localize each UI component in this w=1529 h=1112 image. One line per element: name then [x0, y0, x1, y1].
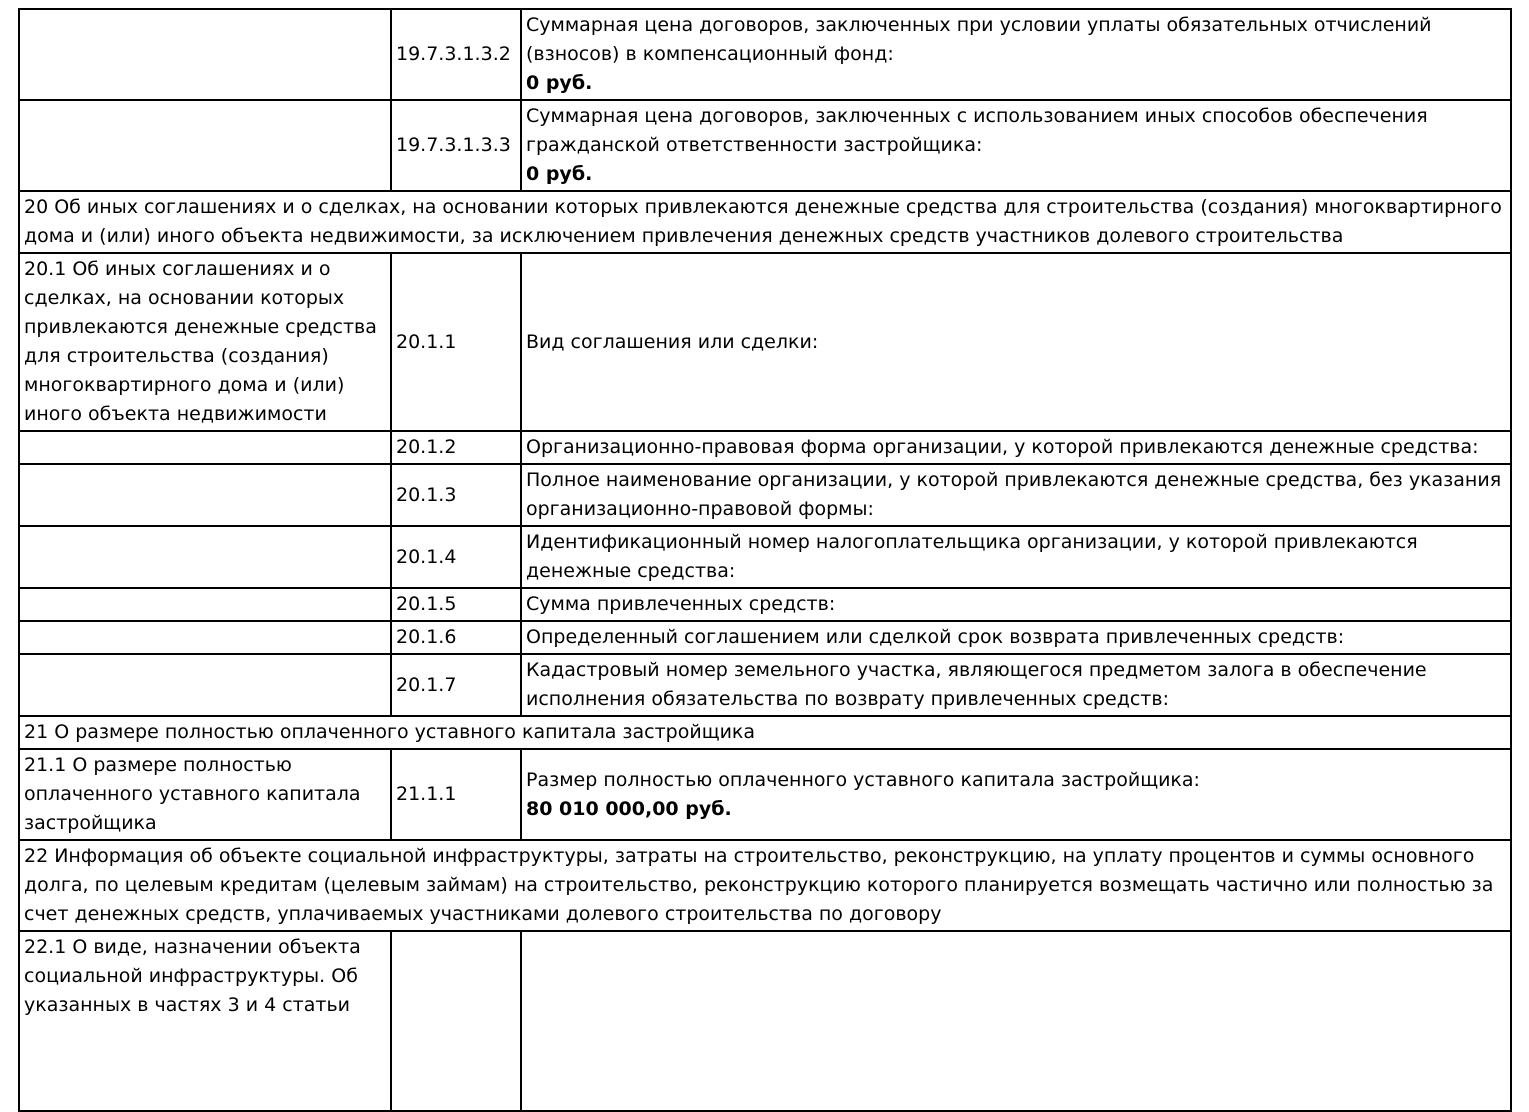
section-row: [19, 840, 1511, 931]
row-text-cell: [521, 588, 1511, 621]
row-label-cell: [19, 464, 391, 526]
row-number: 20.1.4: [396, 545, 457, 568]
row-number-cell: [391, 464, 521, 526]
row-label-cell: [19, 654, 391, 716]
row-label-cell: [19, 253, 391, 431]
row-text-cell: [521, 431, 1511, 464]
row-text: Суммарная цена договоров, заключенных при условии уплаты обязательных отчислений (взносов) в компенсационный фонд:: [526, 14, 1432, 65]
section-row: [19, 716, 1511, 749]
row-text-cell: [521, 931, 1511, 1111]
row-number: 20.1.3: [396, 483, 457, 506]
row-text: Размер полностью оплаченного уставного капитала застройщика:: [526, 768, 1200, 791]
table-row: [19, 253, 1511, 431]
row-number: 21.1.1: [396, 783, 457, 805]
row-number-cell: [391, 654, 521, 716]
row-text: Суммарная цена договоров, заключенных с использованием иных способов обеспечения гражданской ответственности застройщика:: [526, 105, 1428, 156]
row-text-cell: [521, 749, 1511, 840]
table-row: [19, 931, 1511, 1111]
section-header-cell: 20 Об иных соглашениях и о сделках, на основании которых привлекаются денежные средства для строительства (создания) многоквартирного дома и (или) иного объекта недвижимости, за исключением привлечения денежных средств участников долевого строительства: [19, 191, 1511, 253]
row-number: 20.1.5: [396, 593, 457, 615]
row-label: 22.1 О виде, назначении объекта социальной инфраструктуры. Об указанных в частях 3 и 4 статьи: [24, 936, 361, 1016]
row-number: 20.1.7: [396, 673, 457, 696]
row-label: 21.1 О размере полностью оплаченного уставного капитала застройщика: [24, 754, 361, 834]
row-text: Организационно-правовая форма организации, у которой привлекаются денежные средства:: [526, 436, 1479, 458]
table-row: [19, 100, 1511, 191]
row-number: 19.7.3.1.3.3: [396, 134, 511, 156]
row-number: 20.1.1: [396, 330, 457, 353]
table-row: [19, 749, 1511, 840]
section-header-cell: 22 Информация об объекте социальной инфраструктуры, затраты на строительство, реконструкцию, на уплату процентов и суммы основного долга, по целевым кредитам (целевым займам) на строительство, реконструкцию которого планируется возмещать частично или полностью за счет денежных средств, уплачиваемых участниками долевого строительства по договору: [19, 840, 1511, 931]
row-text-cell: [521, 654, 1511, 716]
table-row: [19, 588, 1511, 621]
table-row: [19, 9, 1511, 100]
row-text: Идентификационный номер налогоплательщика организации, у которой привлекаются денежные средства:: [526, 531, 1418, 582]
row-label-cell: [19, 621, 391, 654]
row-text: Сумма привлеченных средств:: [526, 593, 836, 615]
row-number-cell: [391, 588, 521, 621]
row-value: 0 руб.: [526, 72, 593, 94]
row-number-cell: [391, 253, 521, 431]
row-number-cell: [391, 931, 521, 1111]
row-label-cell: [19, 931, 391, 1111]
row-label: 20.1 Об иных соглашениях и о сделках, на основании которых привлекаются денежные средства для строительства (создания) многоквартирного дома и (или) иного объекта недвижимости: [24, 258, 377, 425]
row-number-cell: [391, 431, 521, 464]
row-text-cell: [521, 464, 1511, 526]
row-text-cell: [521, 100, 1511, 191]
row-number-cell: [391, 9, 521, 100]
declaration-table: [18, 8, 1512, 1112]
row-number-cell: [391, 621, 521, 654]
row-number-cell: [391, 526, 521, 588]
row-value: 80 010 000,00 руб.: [526, 797, 732, 820]
table-row: [19, 526, 1511, 588]
row-label-cell: [19, 526, 391, 588]
row-number-cell: [391, 100, 521, 191]
row-text: Кадастровый номер земельного участка, являющегося предметом залога в обеспечение исполнения обязательства по возврату привлеченных средств:: [526, 659, 1427, 710]
row-label-cell: [19, 100, 391, 191]
row-label-cell: [19, 749, 391, 840]
row-number-cell: [391, 749, 521, 840]
row-value: 0 руб.: [526, 163, 593, 185]
section-row: [19, 191, 1511, 253]
row-number: 20.1.6: [396, 626, 457, 648]
section-header-cell: 21 О размере полностью оплаченного уставного капитала застройщика: [19, 716, 1511, 749]
table-row: [19, 621, 1511, 654]
row-text: Вид соглашения или сделки:: [526, 330, 819, 353]
row-number: 19.7.3.1.3.2: [396, 43, 511, 65]
row-text-cell: [521, 621, 1511, 654]
table-row: [19, 654, 1511, 716]
row-label-cell: [19, 9, 391, 100]
row-number: 20.1.2: [396, 436, 457, 458]
row-text-cell: [521, 526, 1511, 588]
table-row: [19, 431, 1511, 464]
row-text-cell: [521, 253, 1511, 431]
row-text-cell: [521, 9, 1511, 100]
table-row: [19, 464, 1511, 526]
row-text: Полное наименование организации, у которой привлекаются денежные средства, без указания организационно-правовой формы:: [526, 469, 1502, 520]
row-text: Определенный соглашением или сделкой срок возврата привлеченных средств:: [526, 626, 1345, 648]
row-label-cell: [19, 431, 391, 464]
row-label-cell: [19, 588, 391, 621]
